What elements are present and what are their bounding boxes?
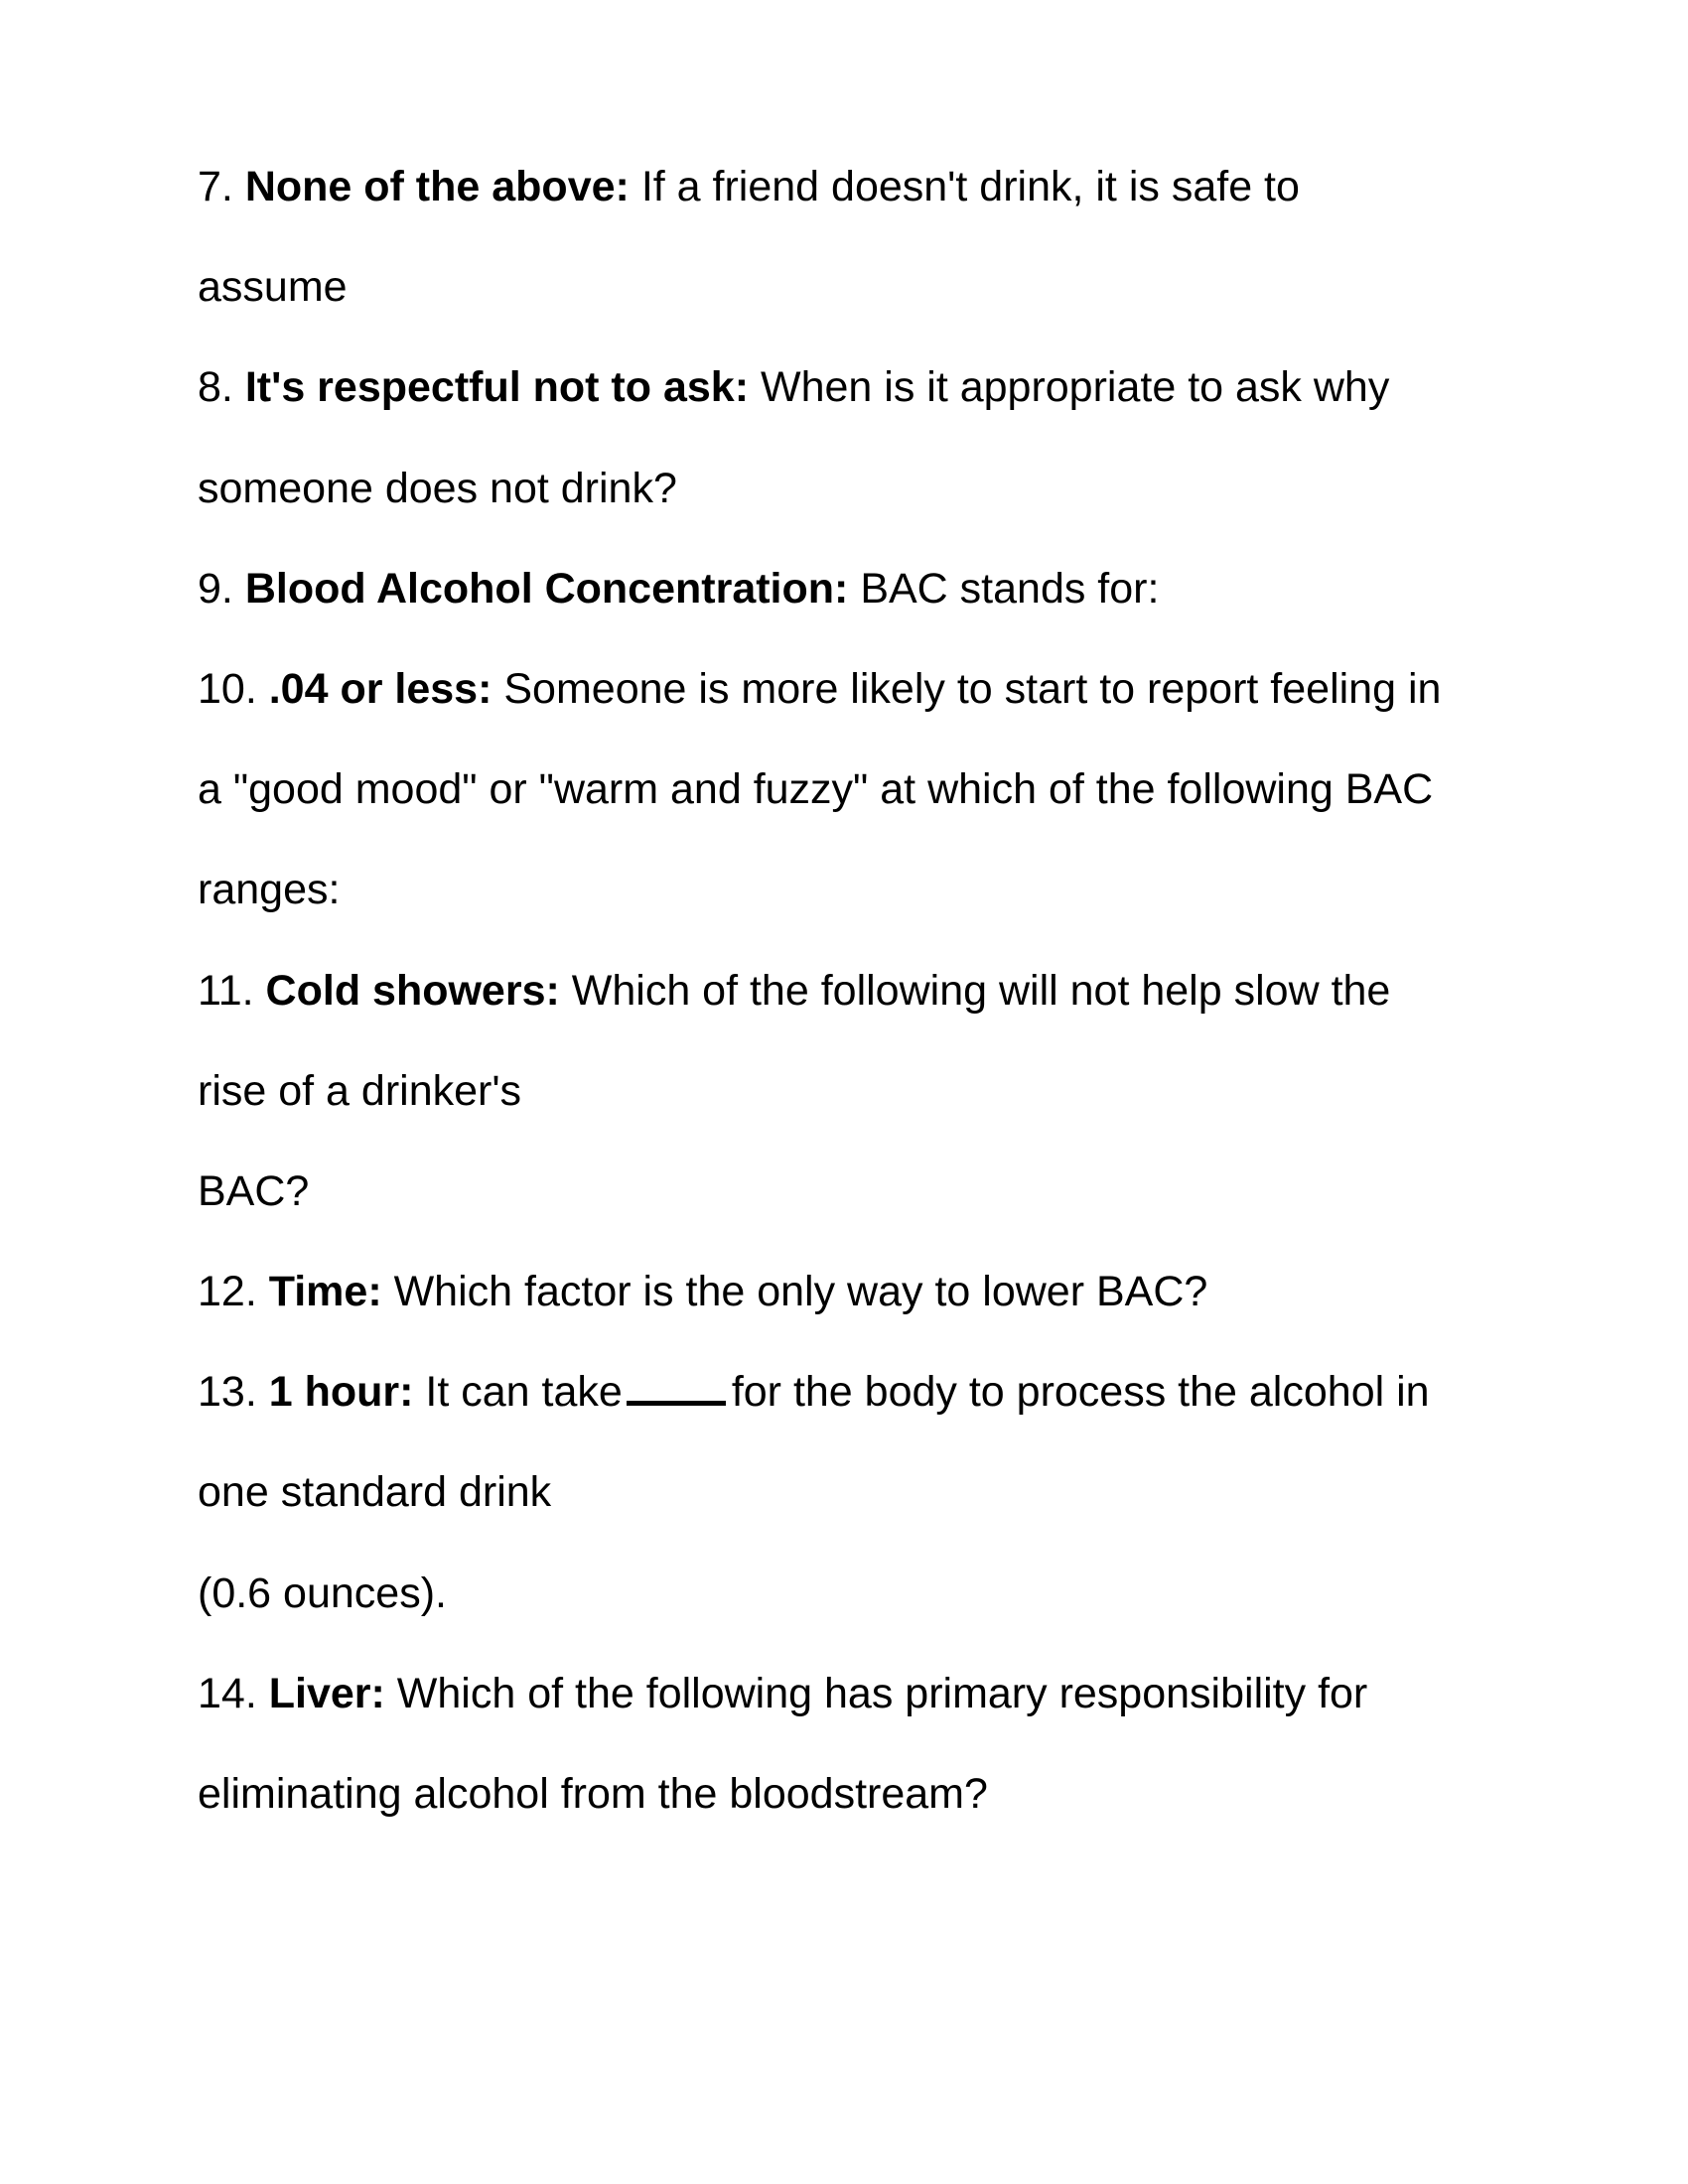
item-7-line-2 (198, 237, 1508, 338)
item-question: If a friend doesn't drink, it is safe to (640, 163, 1300, 210)
item-question: ranges: (198, 866, 341, 914)
item-answer: 1 hour: (268, 1368, 414, 1417)
item-question: BAC? (198, 1166, 310, 1215)
item-answer: Liver: (268, 1669, 385, 1717)
item-question: (0.6 ounces). (198, 1569, 447, 1617)
item-question: assume (198, 263, 348, 312)
item-10-line-2 (198, 740, 1508, 840)
item-10-line-3 (198, 840, 1508, 940)
item-number: 9. (198, 564, 233, 613)
item-number: 10. (198, 664, 257, 713)
item-question: one standard drink (198, 1468, 552, 1517)
item-11-line-2 (198, 1041, 1508, 1142)
item-8-line-1 (198, 338, 1508, 438)
item-answer: Blood Alcohol Concentration: (244, 564, 849, 613)
document-page (198, 163, 1508, 1844)
item-14-line-1 (198, 1644, 1508, 1744)
item-number: 12. (198, 1268, 257, 1316)
item-question: someone does not drink? (198, 464, 677, 512)
item-12-line-1 (198, 1242, 1508, 1342)
item-11-line-3 (198, 1142, 1508, 1242)
fill-in-blank (627, 1371, 726, 1406)
item-question: Which of the following will not help slow the (571, 966, 1391, 1015)
item-question: Which of the following has primary responsibility for (396, 1669, 1368, 1717)
item-answer: .04 or less: (268, 664, 492, 713)
item-question: When is it appropriate to ask why (760, 363, 1390, 412)
item-question: a "good mood" or "warm and fuzzy" at which of the following BAC (198, 765, 1434, 814)
item-number: 7. (198, 163, 233, 210)
item-answer: Time: (268, 1268, 382, 1316)
item-number: 14. (198, 1669, 257, 1717)
item-question: BAC stands for: (860, 564, 1160, 613)
item-answer: It's respectful not to ask: (244, 363, 750, 412)
item-13-line-3 (198, 1544, 1508, 1644)
item-11-line-1 (198, 941, 1508, 1041)
item-13-line-1 (198, 1342, 1508, 1442)
item-question: Someone is more likely to start to report feeling in (503, 664, 1442, 713)
item-14-line-2 (198, 1744, 1508, 1844)
item-9-line-1 (198, 539, 1508, 639)
item-8-line-2 (198, 439, 1508, 539)
item-question: It can take (425, 1368, 623, 1417)
item-answer: None of the above: (244, 163, 630, 210)
item-question: for the body to process the alcohol in (731, 1368, 1430, 1417)
item-number: 13. (198, 1368, 257, 1417)
item-question: eliminating alcohol from the bloodstream? (198, 1770, 988, 1818)
item-13-line-2 (198, 1442, 1508, 1543)
item-question: rise of a drinker's (198, 1066, 522, 1115)
item-number: 8. (198, 363, 233, 412)
item-number: 11. (198, 966, 254, 1015)
item-question: Which factor is the only way to lower BAC? (393, 1268, 1208, 1316)
item-7-line-1 (198, 137, 1508, 237)
item-answer: Cold showers: (265, 966, 560, 1015)
item-10-line-1 (198, 639, 1508, 740)
